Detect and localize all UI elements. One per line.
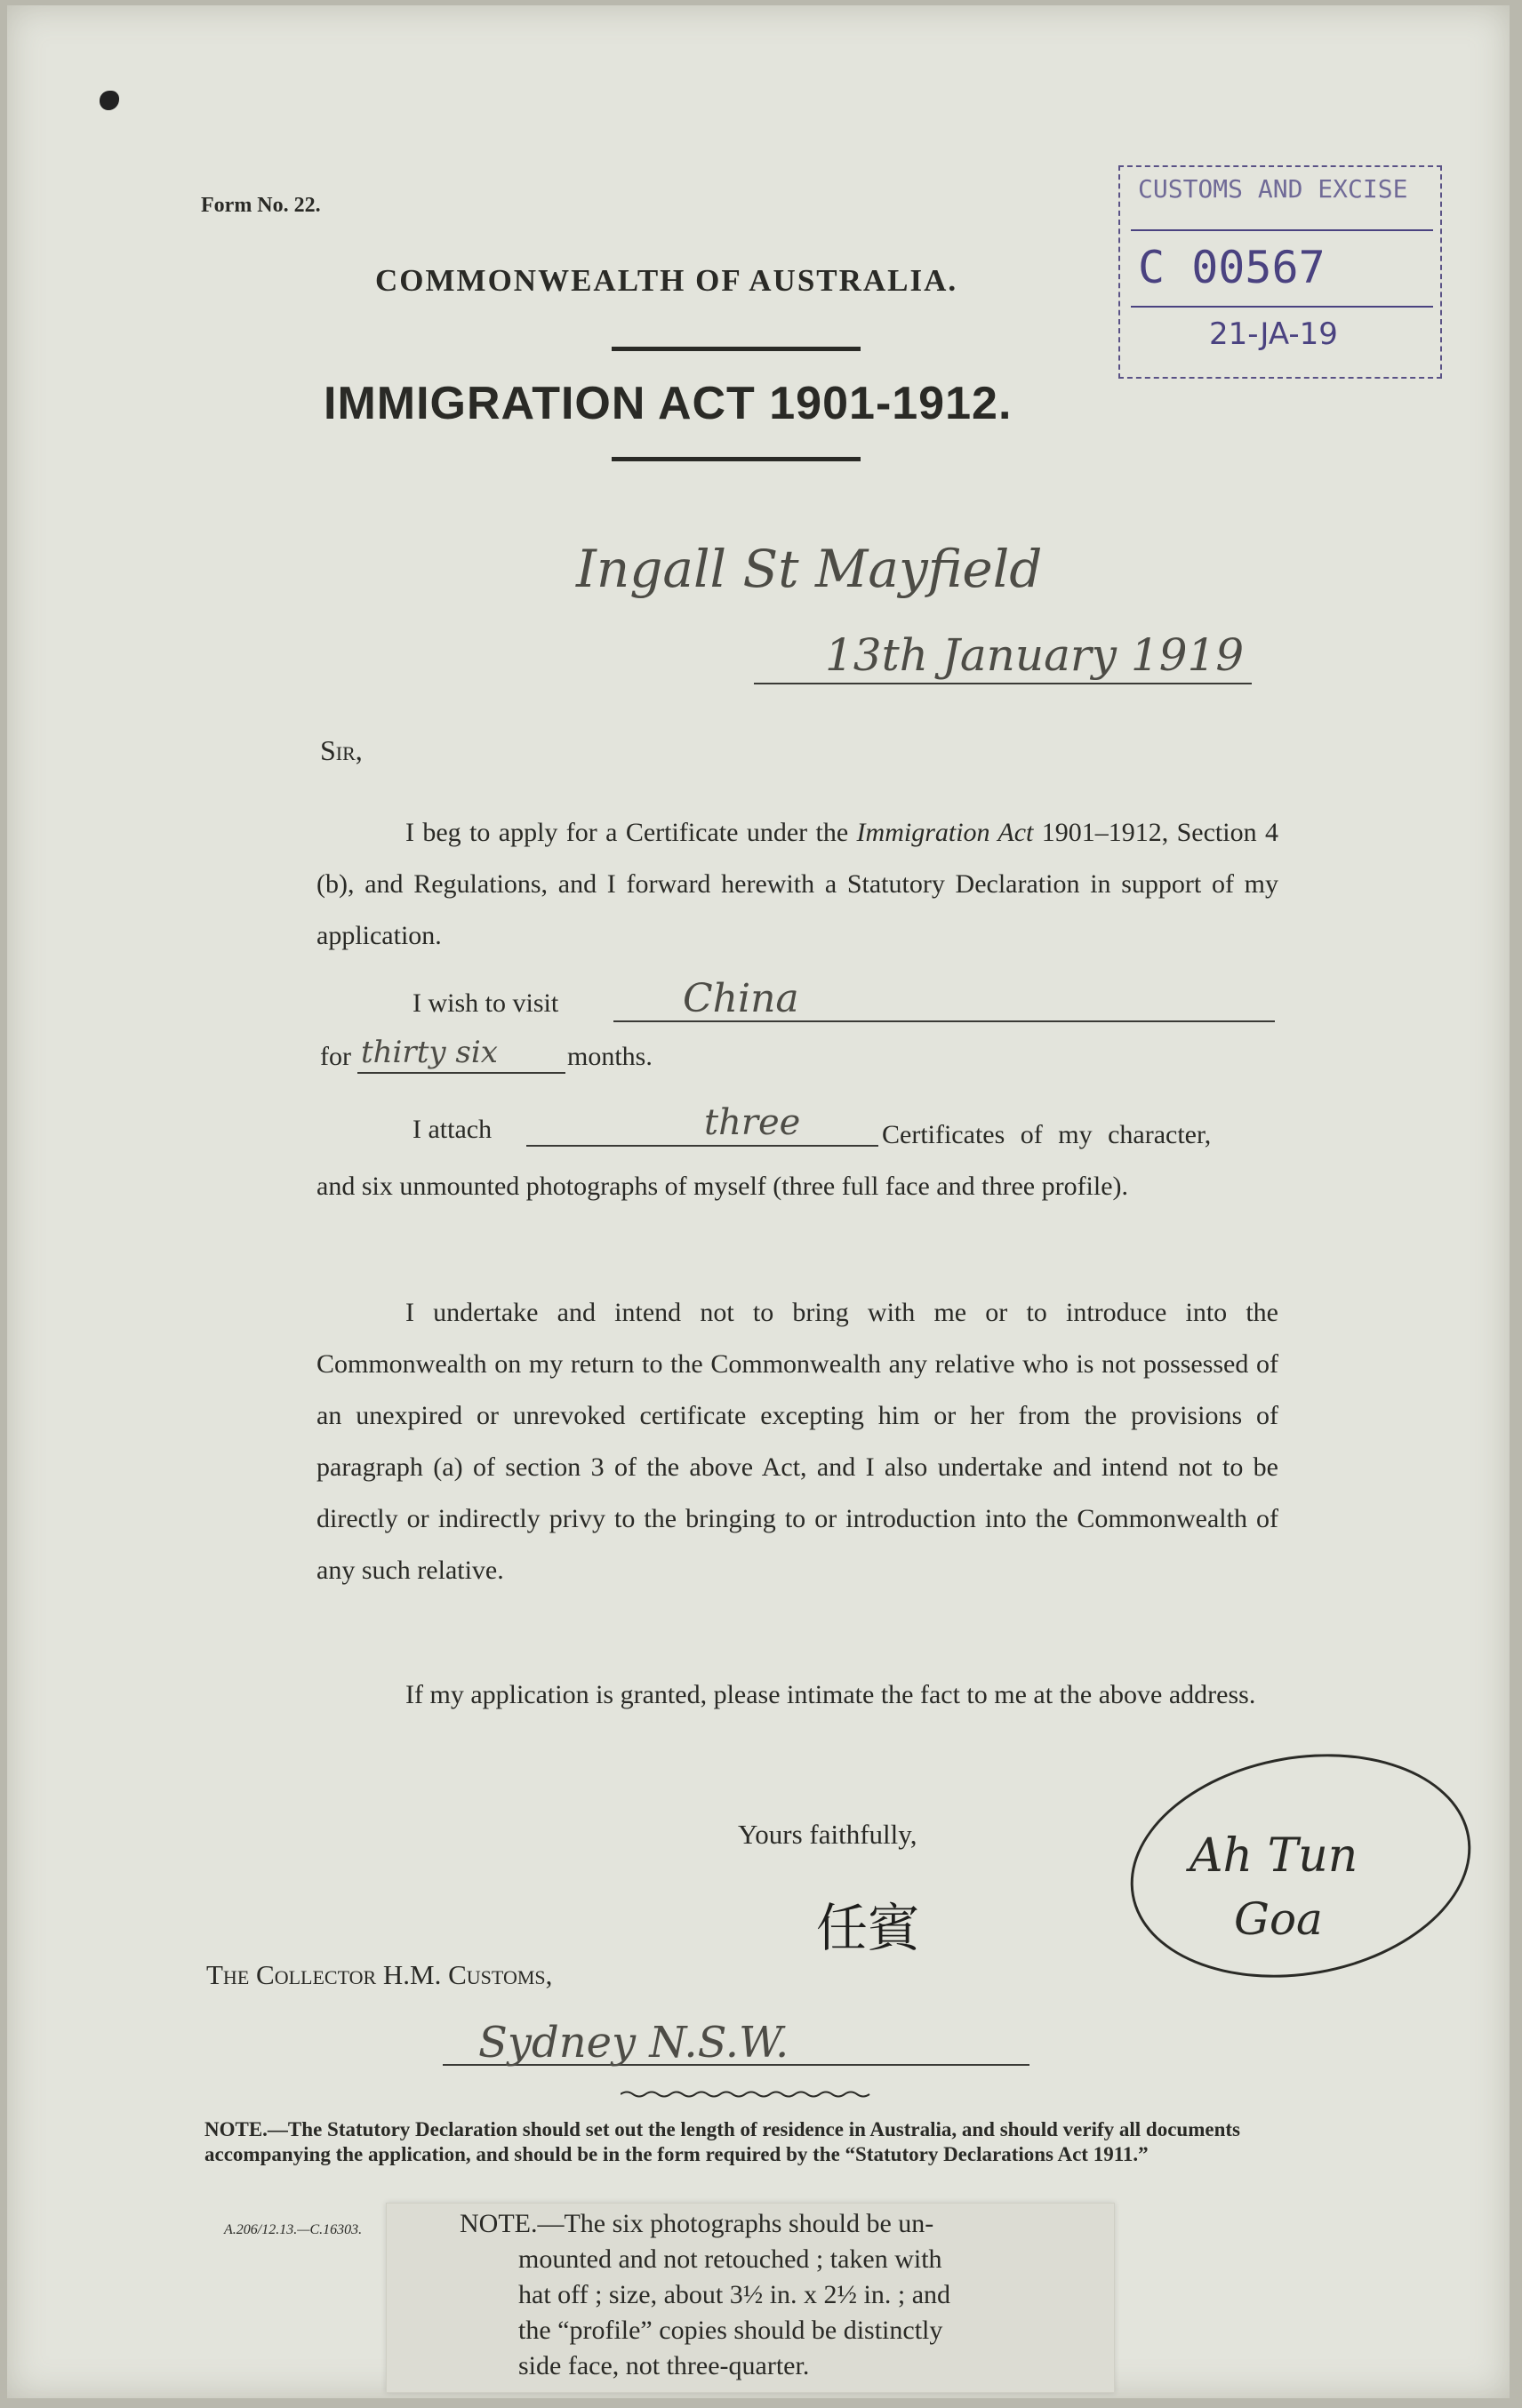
customs-stamp bbox=[1118, 165, 1442, 379]
attach-suffix: Certificates of my character, bbox=[882, 1120, 1212, 1149]
print-reference: A.206/12.13.—C.16303. bbox=[224, 2222, 363, 2237]
heading-rule-top bbox=[612, 347, 861, 351]
closing: Yours faithfully, bbox=[738, 1819, 917, 1850]
addressee: The Collector H.M. Customs, bbox=[206, 1959, 553, 1990]
handwritten-certificates: three bbox=[704, 1102, 801, 1143]
salutation: Sir, bbox=[320, 734, 363, 766]
months-label: months. bbox=[567, 1042, 653, 1071]
application-paragraph: I beg to apply for a Certificate under the Immigration Act 1901–1912, Section 4 (b), and Regulations, and I forward herewith a Statutory Declaration in support of my application. bbox=[316, 818, 1278, 950]
date-line bbox=[754, 683, 1252, 684]
photo-note-line-5: side face, not three-quarter. bbox=[518, 2351, 810, 2380]
attach-label: I attach bbox=[413, 1115, 493, 1144]
handwritten-port: Sydney N.S.W. bbox=[478, 2018, 789, 2068]
photograph-note-label bbox=[386, 2203, 1115, 2393]
photo-note-line-3: hat off ; size, about 3½ in. x 2½ in. ; and bbox=[518, 2280, 951, 2309]
wavy-line-icon bbox=[621, 2090, 878, 2099]
chinese-signature: 任賓 bbox=[816, 1898, 920, 1958]
visit-label: I wish to visit bbox=[413, 988, 559, 1018]
granted-paragraph: If my application is granted, please intimate the fact to me at the above address. bbox=[405, 1680, 1256, 1709]
handwritten-address: Ingall St Mayfield bbox=[576, 539, 1043, 599]
wavy-rule bbox=[621, 2087, 878, 2096]
stamp-number: C 00567 bbox=[1138, 242, 1326, 293]
declaration-note: NOTE.—The Statutory Declaration should set out the length of residence in Australia, and should verify all documents accompanying the application, and should be in the form required by the “Statutory Declarations Act 1911.” bbox=[204, 2118, 1240, 2165]
handwritten-destination: China bbox=[683, 976, 799, 1021]
signature-english-1: Ah Tun bbox=[1190, 1829, 1358, 1883]
photo-note-line-2: mounted and not retouched ; taken with bbox=[518, 2244, 942, 2274]
stamp-date: 21-JA-19 bbox=[1209, 316, 1338, 352]
heading-rule-bottom bbox=[612, 457, 861, 461]
act-title: IMMIGRATION ACT 1901-1912. bbox=[324, 378, 1013, 429]
undertake-paragraph: I undertake and intend not to bring with me or to introduce into the Commonwealth on my return to the Commonwealth any relative who is not possessed of an unexpired or unrevoked certificate excepting him or her from the provisions of paragraph (a) of section 3 of the above Act, and I also undertake and intend not to be directly or indirectly privy to the bringing to or introduction into the Commonwealth of any such relative. bbox=[316, 1298, 1278, 1585]
stamp-dept: CUSTOMS AND EXCISE bbox=[1138, 174, 1408, 204]
form-number: Form No. 22. bbox=[201, 194, 321, 217]
attach-line bbox=[526, 1145, 878, 1147]
handwritten-duration: thirty six bbox=[361, 1035, 498, 1070]
photographs-paragraph: and six unmounted photographs of myself (three full face and three profile). bbox=[316, 1172, 1129, 1201]
signature-english-2: Goa bbox=[1234, 1893, 1323, 1945]
photo-note-line-1: NOTE.—The six photographs should be un- bbox=[460, 2209, 934, 2238]
ink-blot bbox=[100, 91, 119, 110]
handwritten-date: 13th January 1919 bbox=[825, 629, 1245, 681]
country-heading: COMMONWEALTH OF AUSTRALIA. bbox=[375, 263, 958, 298]
duration-line bbox=[357, 1072, 565, 1074]
photo-note-line-4: the “profile” copies should be distinctly bbox=[518, 2316, 943, 2345]
document-page bbox=[7, 5, 1510, 2398]
for-label: for bbox=[320, 1042, 351, 1071]
